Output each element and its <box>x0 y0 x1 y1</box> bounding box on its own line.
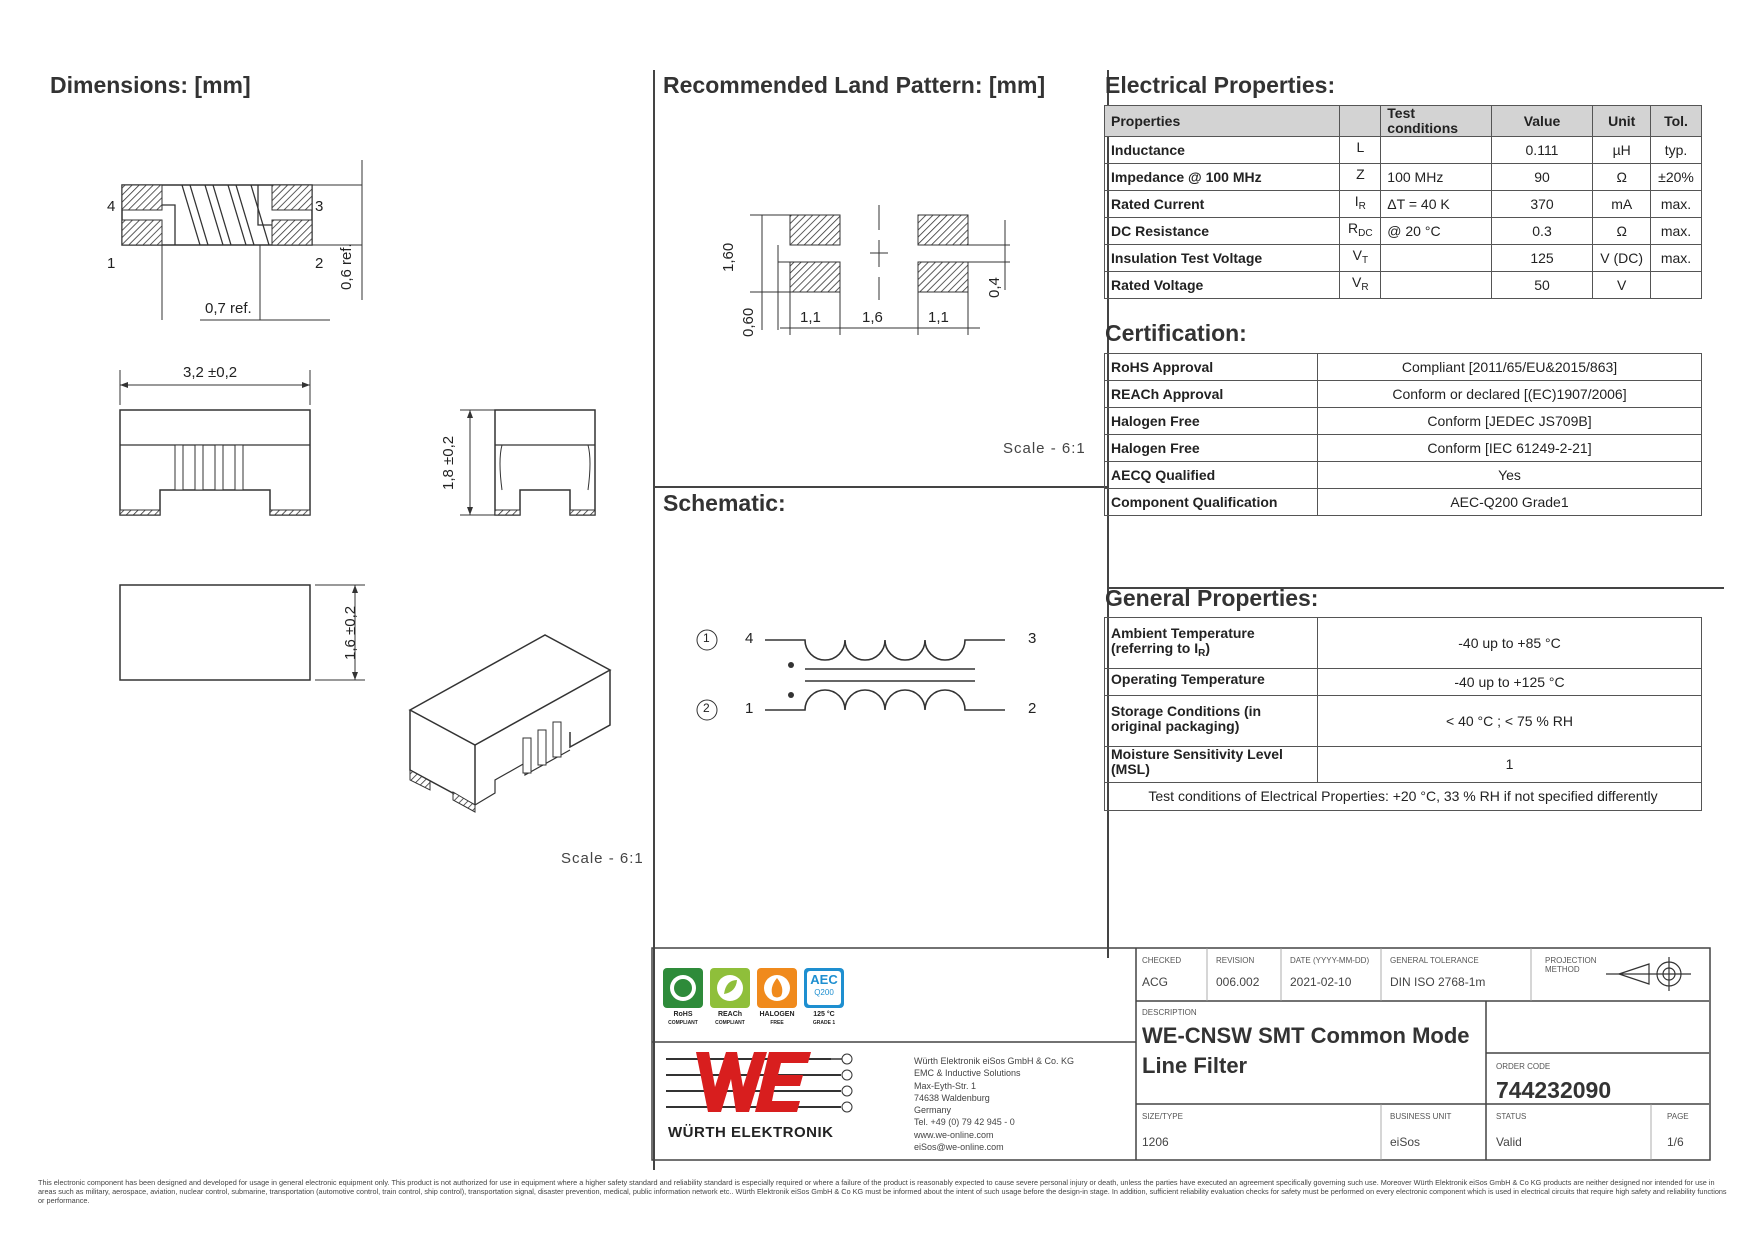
schematic-circle2-label: 2 <box>703 701 710 715</box>
general-row <box>1105 618 1702 669</box>
projection-label: PROJECTION METHOD <box>1545 956 1597 974</box>
company-line: Germany <box>914 1105 952 1116</box>
electrical-condition <box>1381 272 1491 299</box>
header-tol: Tol. <box>1651 106 1702 137</box>
certification-value: Conform [IEC 61249-2-21] <box>1318 435 1702 462</box>
general-value: 1 <box>1318 747 1702 783</box>
certification-table <box>1104 353 1702 516</box>
halogen-badge <box>757 968 797 1008</box>
electrical-property: Inductance <box>1105 137 1340 164</box>
electrical-header-row <box>1105 106 1702 137</box>
status-label: STATUS <box>1496 1112 1527 1121</box>
general-name: Operating Temperature <box>1105 669 1318 696</box>
electrical-row <box>1105 191 1702 218</box>
order-label: ORDER CODE <box>1496 1062 1551 1071</box>
electrical-unit: V <box>1593 272 1651 299</box>
description-label: DESCRIPTION <box>1142 1008 1197 1017</box>
company-line: Würth Elektronik eiSos GmbH & Co. KG <box>914 1056 1075 1066</box>
date-value: 2021-02-10 <box>1290 975 1352 989</box>
certification-name: Halogen Free <box>1105 408 1318 435</box>
tolerance-label: GENERAL TOLERANCE <box>1390 956 1479 965</box>
electrical-tol <box>1651 272 1702 299</box>
certification-value: Conform or declared [(EC)1907/2006] <box>1318 381 1702 408</box>
general-value: -40 up to +85 °C <box>1318 618 1702 669</box>
electrical-row <box>1105 245 1702 272</box>
description-line1: WE-CNSW SMT Common Mode <box>1142 1023 1470 1048</box>
business-value: eiSos <box>1390 1135 1421 1149</box>
brand-name: WÜRTH ELEKTRONIK <box>668 1124 834 1141</box>
revision-label: REVISION <box>1216 956 1255 965</box>
company-address <box>914 1055 1074 1153</box>
aec-badge <box>804 968 844 1008</box>
general-note-row <box>1105 783 1702 811</box>
dim-depth-label: 1,6 ±0,2 <box>342 605 359 660</box>
size-label: SIZE/TYPE <box>1142 1112 1183 1121</box>
schematic-pin4: 4 <box>745 630 754 647</box>
electrical-property: Rated Current <box>1105 191 1340 218</box>
company-line: Max-Eyth-Str. 1 <box>914 1080 977 1091</box>
electrical-condition <box>1381 137 1491 164</box>
certification-name: REACh Approval <box>1105 381 1318 408</box>
header-value: Value <box>1491 106 1593 137</box>
electrical-property: Rated Voltage <box>1105 272 1340 299</box>
pin4-label: 4 <box>107 198 116 215</box>
electrical-condition: 100 MHz <box>1381 164 1491 191</box>
bottom-view-drawing <box>115 580 375 690</box>
header-unit: Unit <box>1593 106 1651 137</box>
dim-height-label: 1,8 ±0,2 <box>440 435 457 490</box>
electrical-tol: max. <box>1651 191 1702 218</box>
general-value: < 40 °C ; < 75 % RH <box>1318 696 1702 747</box>
company-line: www.we-online.com <box>914 1129 994 1140</box>
electrical-row <box>1105 272 1702 299</box>
certification-name: Halogen Free <box>1105 435 1318 462</box>
tolerance-value: DIN ISO 2768-1m <box>1390 975 1486 989</box>
electrical-row <box>1105 164 1702 191</box>
land-h060: 0,60 <box>740 307 757 337</box>
electrical-value: 90 <box>1491 164 1593 191</box>
electrical-value: 0.3 <box>1491 218 1593 245</box>
land-pattern-scale: Scale - 6:1 <box>1003 440 1086 457</box>
schematic-title: Schematic: <box>663 490 786 516</box>
schematic-pin3: 3 <box>1028 630 1037 647</box>
description-line2: Line Filter <box>1142 1053 1248 1078</box>
revision-value: 006.002 <box>1216 975 1260 989</box>
checked-value: ACG <box>1142 975 1169 989</box>
size-value: 1206 <box>1142 1135 1169 1149</box>
electrical-symbol: $I_R$ <box>1340 191 1381 218</box>
side-view-drawing <box>450 400 600 520</box>
company-line: Tel. +49 (0) 79 42 945 - 0 <box>914 1117 1015 1128</box>
electrical-symbol: Z <box>1340 164 1381 191</box>
electrical-table <box>1104 105 1702 299</box>
electrical-unit: Ω <box>1593 164 1651 191</box>
certification-title: Certification: <box>1105 320 1247 346</box>
electrical-condition: ΔT = 40 K <box>1381 191 1491 218</box>
schematic-pin2: 2 <box>1028 700 1037 717</box>
pin3-label: 3 <box>315 198 324 215</box>
checked-label: CHECKED <box>1142 956 1182 965</box>
schematic-circle1-label: 1 <box>703 631 710 645</box>
land-h160: 1,60 <box>720 242 737 272</box>
grade-label: 125 °C GRADE 1 <box>812 1011 836 1026</box>
electrical-symbol: $R_{DC}$ <box>1340 218 1381 245</box>
dimensions-title: Dimensions: [mm] <box>50 72 251 98</box>
disclaimer-footer: This electronic component has been designed and developed for usage in general electronic equipment only. This product is not authorized for use in equipment where a higher safety standard and reliability standard is especially required or where a failure of the product is reasonably expected to cause severe personal injury or death, unless the parties have executed an agreement specifically governing such use. Moreover Würth Elektronik eiSos GmbH & Co KG products are neither designed nor intended for use in areas such as military, aerospace, aviation, nuclear control, submarine, transportation (automotive control, train control, ship control), transportation signal, disaster prevention, medical, public information network etc.. Würth Elektronik eiSos GmbH & Co KG must be informed about the intent of such usage before the design-in stage. In addition, sufficient reliability evaluation checks for safety must be performed on every electronic component which is used in electrical circuits that require high safety and reliability functions or performance. <box>38 1178 1727 1205</box>
electrical-property: Impedance @ 100 MHz <box>1105 164 1340 191</box>
certification-value: Yes <box>1318 462 1702 489</box>
electrical-symbol: L <box>1340 137 1381 164</box>
land-w16: 1,6 <box>862 309 883 326</box>
electrical-condition: @ 20 °C <box>1381 218 1491 245</box>
general-name: Moisture Sensitivity Level (MSL) <box>1105 747 1318 783</box>
general-note: Test conditions of Electrical Properties: +20 °C, 33 % RH if not specified differently <box>1105 783 1702 811</box>
electrical-unit: µH <box>1593 137 1651 164</box>
certification-name: AECQ Qualified <box>1105 462 1318 489</box>
electrical-property: DC Resistance <box>1105 218 1340 245</box>
reach-badge <box>710 968 750 1008</box>
certification-value: Compliant [2011/65/EU&2015/863] <box>1318 354 1702 381</box>
electrical-symbol: $V_T$ <box>1340 245 1381 272</box>
electrical-unit: V (DC) <box>1593 245 1651 272</box>
header-conditions: Test conditions <box>1381 106 1491 137</box>
aec-text: AEC <box>810 972 838 987</box>
general-title: General Properties: <box>1105 585 1319 611</box>
header-symbol <box>1340 106 1381 137</box>
business-label: BUSINESS UNIT <box>1390 1112 1452 1121</box>
electrical-unit: Ω <box>1593 218 1651 245</box>
status-value: Valid <box>1496 1135 1522 1149</box>
general-row <box>1105 669 1702 696</box>
iso-view-drawing <box>405 630 625 830</box>
order-code: 744232090 <box>1496 1077 1612 1103</box>
electrical-value: 0.111 <box>1491 137 1593 164</box>
header-properties: Properties <box>1105 106 1340 137</box>
dimensions-scale: Scale - 6:1 <box>561 850 644 867</box>
electrical-row <box>1105 218 1702 245</box>
electrical-tol: ±20% <box>1651 164 1702 191</box>
front-view-drawing <box>115 370 315 520</box>
date-label: DATE (YYYY-MM-DD) <box>1290 956 1370 965</box>
page-value: 1/6 <box>1667 1135 1684 1149</box>
aec-sub: Q200 <box>814 988 834 997</box>
electrical-unit: mA <box>1593 191 1651 218</box>
electrical-tol: max. <box>1651 245 1702 272</box>
schematic-pin1: 1 <box>745 700 754 717</box>
company-line: eiSos@we-online.com <box>914 1142 1004 1153</box>
rohs-badge <box>663 968 703 1008</box>
electrical-value: 370 <box>1491 191 1593 218</box>
general-value: -40 up to +125 °C <box>1318 669 1702 696</box>
reach-label: REACh COMPLIANT <box>715 1011 745 1026</box>
certification-value: AEC-Q200 Grade1 <box>1318 489 1702 516</box>
certification-row <box>1105 462 1702 489</box>
land-pattern-title: Recommended Land Pattern: [mm] <box>663 72 1046 98</box>
certification-row <box>1105 381 1702 408</box>
pin2-label: 2 <box>315 255 324 272</box>
dim-07-label: 0,7 ref. <box>205 300 252 317</box>
page-label: PAGE <box>1667 1112 1689 1121</box>
certification-row <box>1105 489 1702 516</box>
land-w11a: 1,1 <box>800 309 821 326</box>
certification-row <box>1105 354 1702 381</box>
certification-row <box>1105 408 1702 435</box>
general-name: Storage Conditions (in original packaging) <box>1105 696 1318 747</box>
company-line: 74638 Waldenburg <box>914 1092 990 1103</box>
electrical-tol: max. <box>1651 218 1702 245</box>
electrical-symbol: $V_R$ <box>1340 272 1381 299</box>
certification-value: Conform [JEDEC JS709B] <box>1318 408 1702 435</box>
electrical-value: 125 <box>1491 245 1593 272</box>
certification-name: RoHS Approval <box>1105 354 1318 381</box>
rohs-label: RoHS COMPLIANT <box>668 1011 698 1026</box>
land-h04: 0,4 <box>986 277 1003 298</box>
pin1-label: 1 <box>107 255 116 272</box>
dim-width-label: 3,2 ±0,2 <box>183 364 238 381</box>
general-row <box>1105 696 1702 747</box>
certification-name: Component Qualification <box>1105 489 1318 516</box>
company-line: EMC & Inductive Solutions <box>914 1068 1021 1079</box>
certification-row <box>1105 435 1702 462</box>
electrical-value: 50 <box>1491 272 1593 299</box>
electrical-tol: typ. <box>1651 137 1702 164</box>
electrical-row <box>1105 137 1702 164</box>
general-table <box>1104 617 1702 811</box>
electrical-condition <box>1381 245 1491 272</box>
land-w11b: 1,1 <box>928 309 949 326</box>
halogen-label: HALOGEN FREE <box>759 1011 795 1026</box>
dim-06-label: 0,6 ref. <box>338 243 355 290</box>
electrical-property: Insulation Test Voltage <box>1105 245 1340 272</box>
electrical-title: Electrical Properties: <box>1105 72 1336 98</box>
divider-land-schematic <box>653 486 1108 488</box>
general-name: Ambient Temperature (referring to $I_R$) <box>1105 618 1318 669</box>
general-row <box>1105 747 1702 783</box>
